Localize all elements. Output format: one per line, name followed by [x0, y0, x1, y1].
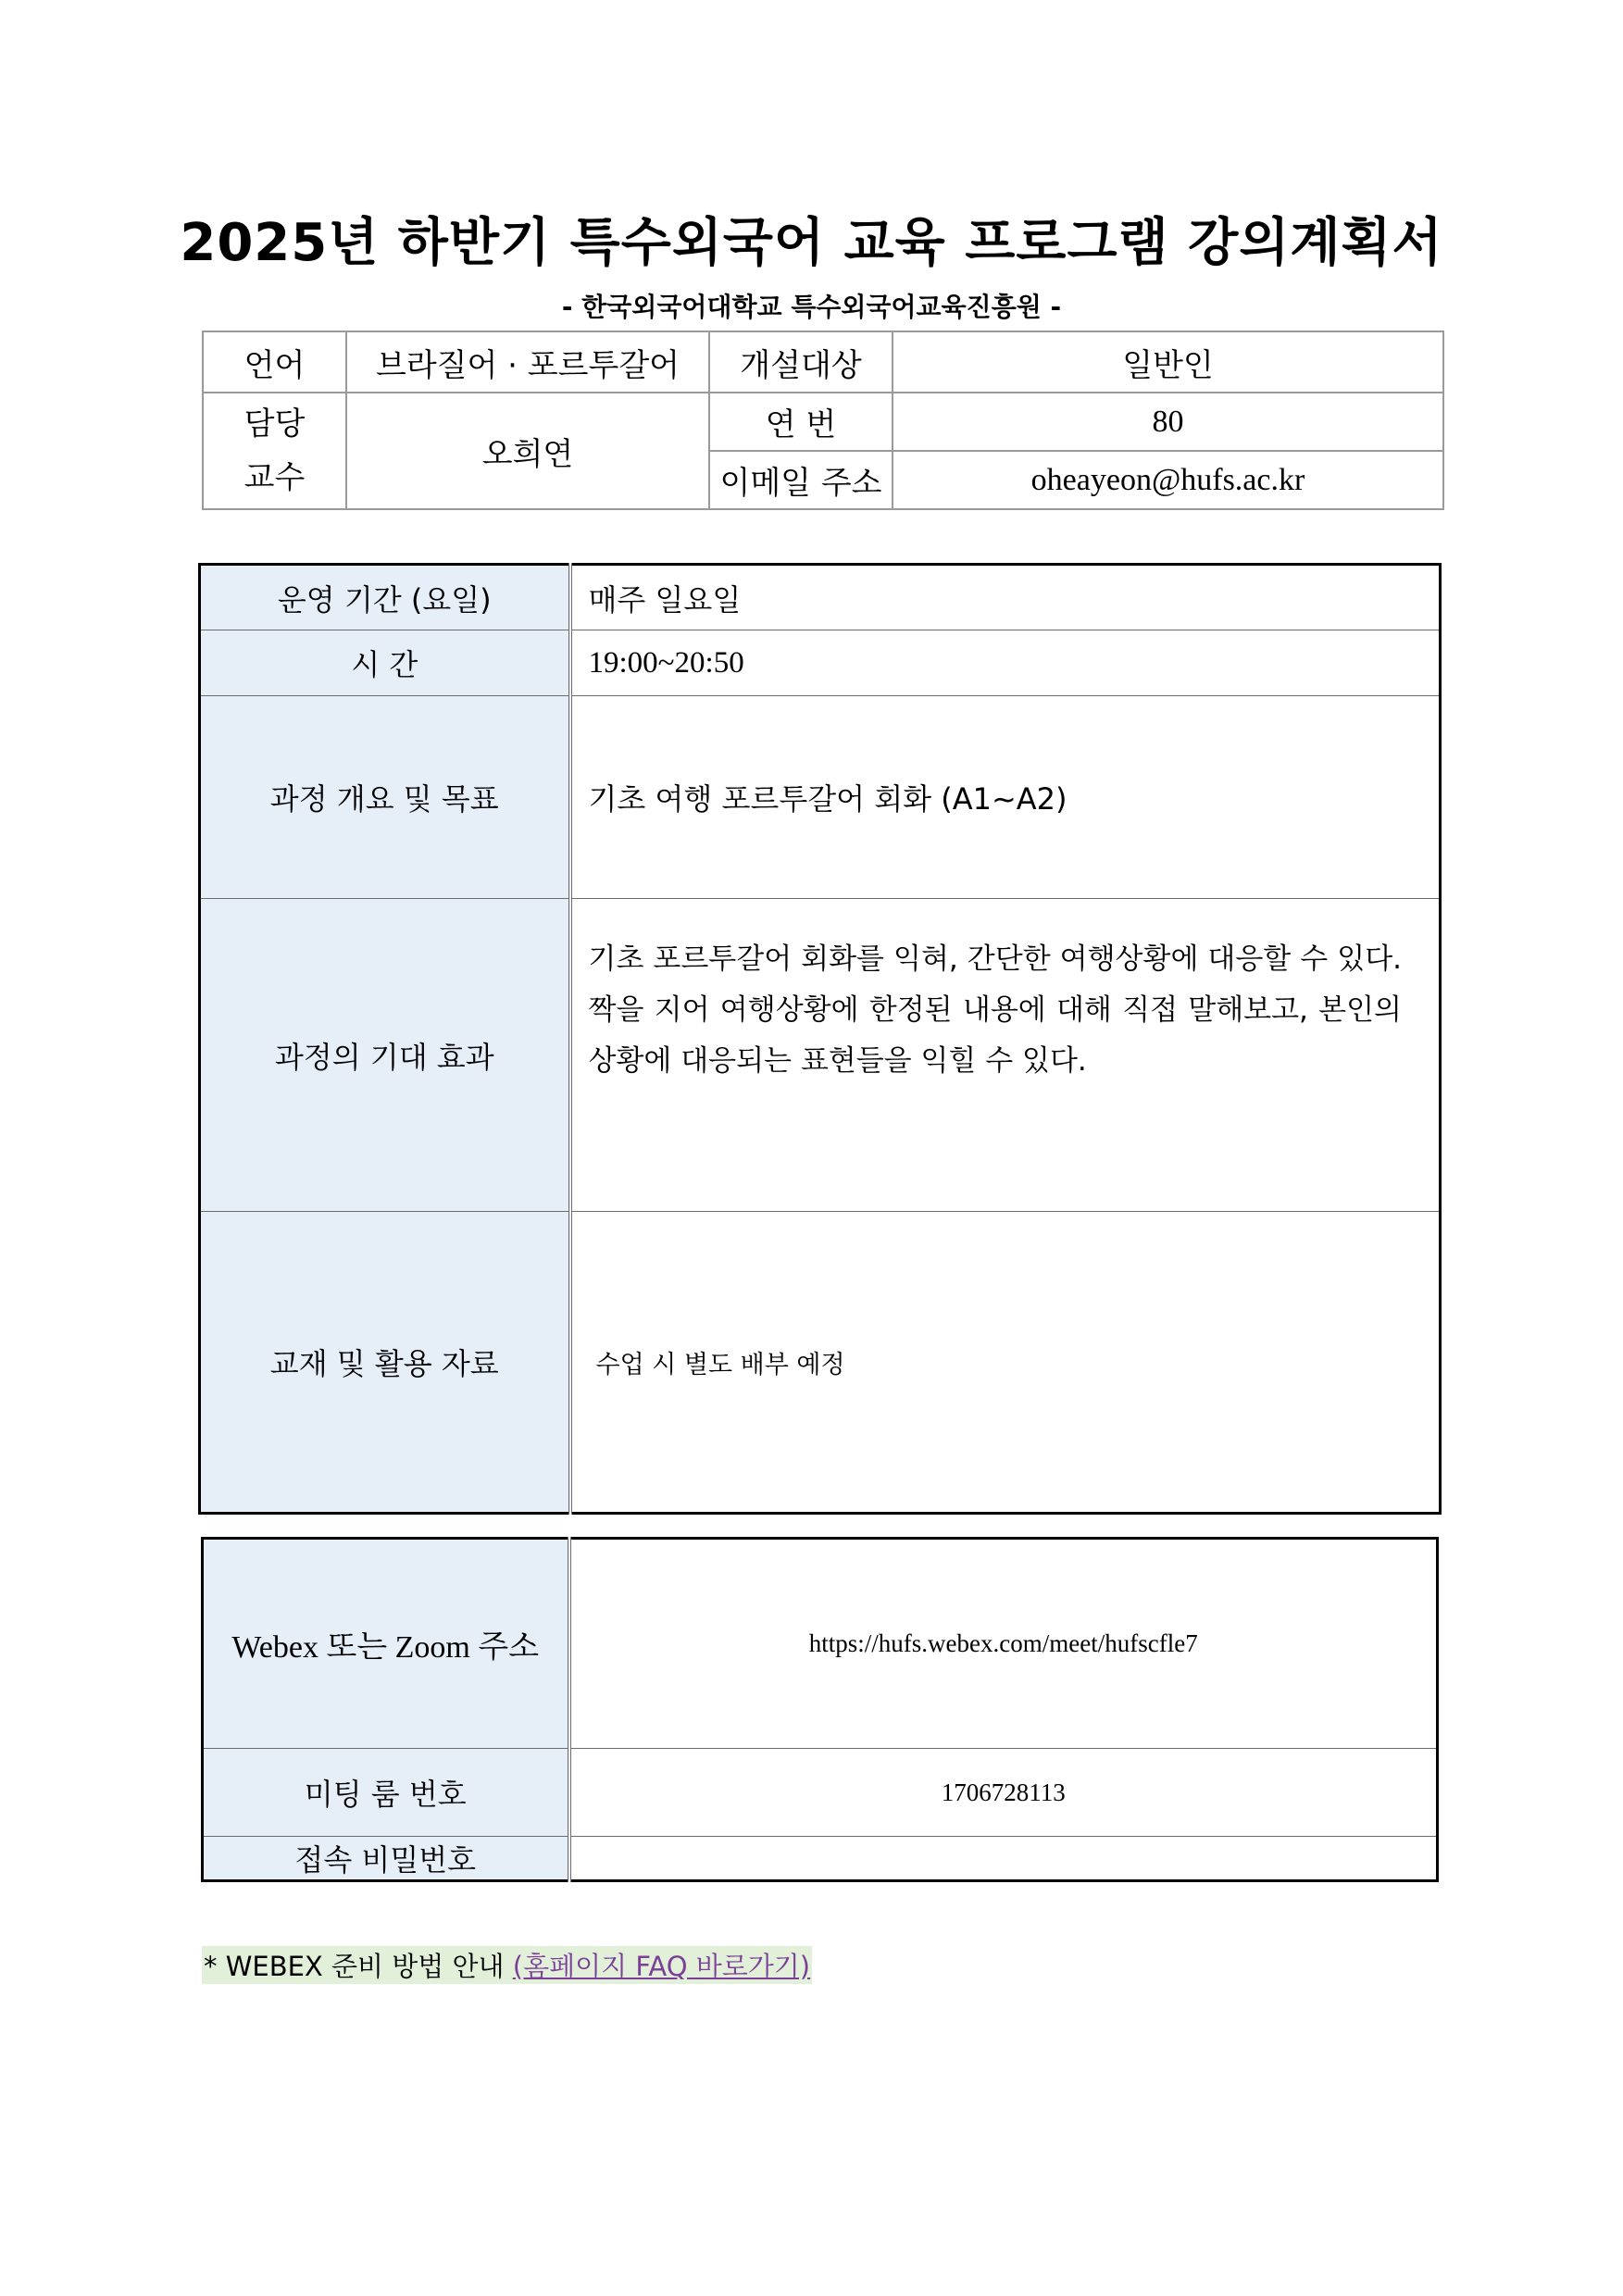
effect-value: 기초 포르투갈어 회화를 익혀, 간단한 여행상황에 대응할 수 있다. 짝을 지어 여행상황에 한정된 내용에 대해 직접 말해보고, 본인의 상황에 대응되는 표현들을 익힐 수 있다. [570, 899, 1441, 1212]
email-value: oheayeon@hufs.ac.kr [893, 451, 1443, 509]
meeting-table [201, 1537, 1439, 1882]
page-subtitle: - 한국외국어대학교 특수외국어교육진흥원 - [561, 292, 1062, 322]
audience-label: 개설대상 [709, 331, 893, 393]
professor-label [203, 393, 346, 509]
webex-guide-text: * WEBEX 준비 방법 안내 [204, 1951, 513, 1982]
number-label: 연 번 [709, 393, 893, 451]
materials-label: 교재 및 활용 자료 [200, 1212, 570, 1514]
professor-label-line-2: 교수 [243, 459, 306, 496]
faq-link[interactable]: (홈페이지 FAQ 바로가기) [512, 1951, 811, 1982]
number-value: 80 [893, 393, 1443, 451]
time-value: 19:00~20:50 [570, 630, 1441, 696]
audience-value: 일반인 [893, 331, 1443, 393]
meeting-password-value [569, 1837, 1438, 1881]
professor-label-line-1: 담당 [243, 406, 306, 443]
language-value: 브라질어 · 포르투갈어 [346, 331, 709, 393]
effect-label: 과정의 기대 효과 [200, 899, 570, 1212]
meeting-address-value[interactable]: https://hufs.webex.com/meet/hufscfle7 [569, 1539, 1438, 1749]
meeting-password-label: 접속 비밀번호 [203, 1837, 569, 1881]
webex-guide-note [202, 1946, 812, 1984]
page-title: 2025년 하반기 특수외국어 교육 프로그램 강의계획서 [180, 213, 1443, 273]
language-label: 언어 [203, 331, 346, 393]
professor-value: 오희연 [346, 393, 709, 509]
meeting-room-label: 미팅 룸 번호 [203, 1749, 569, 1837]
time-label: 시 간 [200, 630, 570, 696]
materials-value: 수업 시 별도 배부 예정 [570, 1212, 1441, 1514]
meeting-room-value: 1706728113 [569, 1749, 1438, 1837]
period-label: 운영 기간 (요일) [200, 565, 570, 630]
period-value: 매주 일요일 [570, 565, 1441, 630]
info-table [202, 331, 1444, 510]
course-table [198, 563, 1442, 1515]
overview-value: 기초 여행 포르투갈어 회화 (A1~A2) [570, 696, 1441, 899]
email-label: 이메일 주소 [709, 451, 893, 509]
meeting-address-label: Webex 또는 Zoom 주소 [203, 1539, 569, 1749]
overview-label: 과정 개요 및 목표 [200, 696, 570, 899]
